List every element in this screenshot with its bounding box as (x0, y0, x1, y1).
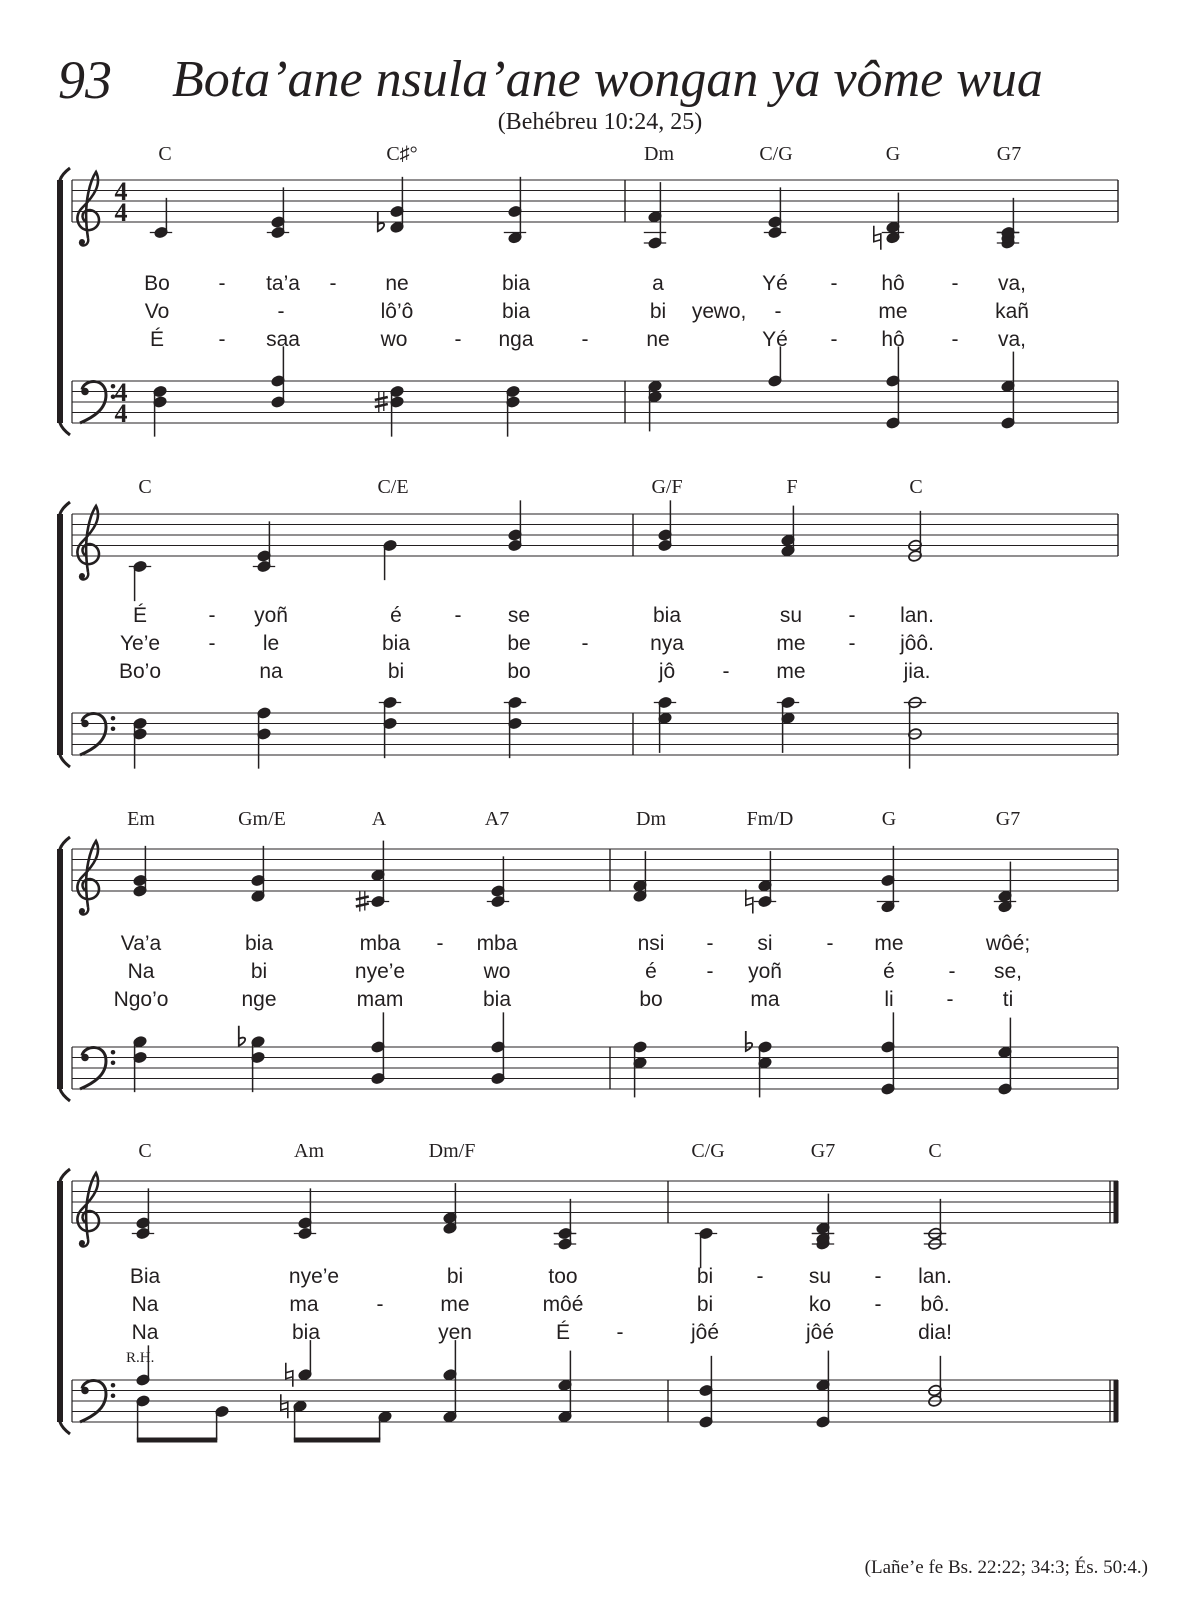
lyric-hyphen: - (208, 604, 216, 627)
lyric-syllable: saa (266, 328, 300, 351)
chord-symbol: A (371, 808, 387, 830)
treble-staff (72, 841, 1118, 914)
chord-symbol: G (885, 143, 901, 165)
note-chord (746, 1031, 773, 1097)
note-chord (504, 696, 526, 758)
lyric-syllable: nya (650, 632, 684, 655)
time-signature-bottom: 4 (114, 198, 128, 227)
note-chord (150, 198, 172, 239)
note-chord (928, 1356, 943, 1408)
note-chord (924, 1199, 946, 1251)
treble-clef-icon (77, 172, 99, 245)
lyric-hyphen: - (848, 632, 856, 655)
lyric-syllable: me (874, 932, 904, 955)
lyric-syllable: jô (658, 660, 676, 683)
lyric-hyphen: - (454, 328, 462, 351)
lyric-syllable: Va’a (120, 932, 162, 955)
music-system (0, 1130, 1200, 1460)
note-chord (886, 346, 901, 429)
note-chord (129, 560, 151, 601)
lyric-syllable: Yé (762, 328, 788, 351)
lyric-syllable: bia (381, 632, 411, 655)
lyric-syllable: bia (482, 988, 512, 1011)
note-chord (356, 841, 389, 912)
lyric-syllable: bi (387, 660, 405, 683)
chord-symbol: Dm (636, 808, 666, 830)
note-chord (554, 1199, 576, 1251)
lyrics-verse-1 (133, 604, 934, 627)
lyric-hyphen: - (218, 272, 226, 295)
lyrics-verse-2 (145, 300, 1029, 323)
note-chord (294, 1188, 316, 1240)
lyric-syllable: too (548, 1265, 578, 1288)
note-chord (506, 385, 521, 437)
note-chord (877, 846, 899, 913)
lyric-syllable: nye’e (354, 960, 406, 983)
chord-symbol: G7 (810, 1140, 836, 1162)
lyric-hyphen: - (218, 328, 226, 351)
lyrics-verse-3 (150, 328, 1026, 351)
lyric-syllable: jôé (690, 1321, 720, 1344)
lyric-hyphen: - (874, 1265, 882, 1288)
lyric-syllable: Ye’e (119, 632, 161, 655)
lyric-syllable: me (776, 660, 806, 683)
lyric-syllable: ne (646, 328, 670, 351)
lyric-syllable: yoñ (748, 960, 782, 983)
note-chord (443, 1183, 458, 1235)
lyric-syllable: é (390, 604, 402, 627)
treble-clef-icon (77, 841, 99, 914)
chord-symbol: Fm/D (746, 808, 794, 830)
flat-sign (239, 1026, 245, 1046)
lyric-syllable: nge (241, 988, 277, 1011)
chord-symbol: C/E (377, 476, 409, 498)
lyric-syllable: kañ (995, 300, 1029, 323)
lyric-syllable: lan. (900, 604, 934, 627)
lyric-syllable: ko (808, 1293, 832, 1316)
lyric-hyphen: - (616, 1321, 624, 1344)
lyric-hyphen: - (581, 632, 589, 655)
chord-symbol: F (786, 476, 798, 498)
lyric-syllable: me (440, 1293, 470, 1316)
lyric-hyphen: - (277, 300, 285, 323)
lyric-syllable: bia (652, 604, 682, 627)
note-chord (699, 1356, 714, 1429)
lyric-syllable: wo (380, 328, 408, 351)
lyric-syllable: dia! (918, 1321, 952, 1344)
lyric-syllable: yoñ (254, 604, 288, 627)
note-chord (764, 187, 786, 239)
note-chord (746, 851, 776, 913)
lyrics-verse-3 (132, 1321, 952, 1344)
note-chord (271, 346, 286, 408)
note-chord (994, 862, 1016, 914)
lyric-syllable: ye (691, 300, 715, 323)
lyric-syllable: yen (438, 1321, 472, 1344)
note-chord (648, 380, 663, 432)
note-chord (267, 187, 289, 239)
chord-symbol: G/F (651, 476, 683, 498)
flat-sign (746, 1031, 752, 1051)
note-chord (695, 1227, 717, 1268)
note-chord (153, 385, 168, 437)
note-chord (816, 1351, 831, 1429)
lyric-hyphen: - (706, 960, 714, 983)
lyric-syllable: su (808, 1265, 832, 1288)
note-chord (768, 346, 783, 387)
note-chord (1001, 352, 1016, 430)
lyric-syllable: na (259, 660, 283, 683)
lyric-syllable: va, (997, 272, 1027, 295)
note-chord (371, 1012, 386, 1085)
lyric-syllable: wo, (713, 300, 747, 323)
note-chord (251, 846, 266, 903)
lyric-syllable: bi (696, 1293, 714, 1316)
note-chord (997, 198, 1019, 250)
lyric-syllable: mam (356, 988, 404, 1011)
note-chord (253, 521, 275, 573)
lyric-hyphen: - (946, 988, 954, 1011)
lyric-syllable: ma (289, 1293, 319, 1316)
lyric-syllable: Bia (129, 1265, 161, 1288)
lyric-syllable: é (645, 960, 657, 983)
natural-sign (746, 890, 753, 914)
lyric-syllable: Na (131, 1321, 159, 1344)
scripture-footnote: (Lañe’e fe Bs. 22:22; 34:3; És. 50:4.) (864, 1557, 1148, 1578)
note-chord (644, 182, 666, 249)
lyric-hyphen: - (208, 632, 216, 655)
lyric-syllable: É (149, 328, 165, 351)
lyric-syllable: É (132, 604, 148, 627)
note-chord (504, 177, 526, 244)
note-chord (881, 1012, 896, 1095)
time-signature (115, 177, 128, 227)
lyric-hyphen: - (848, 604, 856, 627)
lyrics-verse-1 (121, 932, 1030, 955)
chord-symbol: G (881, 808, 897, 830)
lyric-hyphen: - (951, 272, 959, 295)
lyrics-verse-2 (120, 632, 934, 655)
treble-staff (72, 177, 1118, 250)
lyric-hyphen: - (756, 1265, 764, 1288)
note-chord (658, 500, 673, 552)
treble-clef-icon (77, 506, 99, 579)
lyric-syllable: É (555, 1321, 571, 1344)
lyric-hyphen: - (948, 960, 956, 983)
lyric-hyphen: - (830, 328, 838, 351)
lyric-hyphen: - (951, 328, 959, 351)
note-chord (487, 856, 509, 908)
lyric-syllable: le (262, 632, 280, 655)
lyric-hyphen: - (774, 300, 782, 323)
natural-sign (281, 1394, 288, 1418)
lyrics-verse-3 (114, 988, 1014, 1011)
lyrics-verse-2 (132, 1293, 950, 1316)
lyric-hyphen: - (436, 932, 444, 955)
chord-symbol: Gm/E (238, 808, 286, 830)
lyric-syllable: bi (649, 300, 667, 323)
lyric-syllable: bo (507, 660, 531, 683)
lyric-syllable: bi (446, 1265, 464, 1288)
lyric-syllable: é (883, 960, 895, 983)
chord-symbol: Am (294, 1140, 324, 1162)
note-chord (239, 1026, 266, 1092)
lyric-syllable: me (776, 632, 806, 655)
lyric-syllable: bia (501, 300, 531, 323)
lyric-hyphen: - (376, 1293, 384, 1316)
treble-clef-icon (77, 1173, 99, 1246)
note-chord (908, 511, 923, 563)
lyric-syllable: jôô. (900, 632, 934, 655)
lyric-syllable: hô (881, 328, 905, 351)
chord-symbol: C♯° (386, 143, 418, 165)
lyric-syllable: si (757, 932, 773, 955)
lyric-syllable: jôé (805, 1321, 835, 1344)
lyrics-verse-1 (144, 272, 1026, 295)
lyric-syllable: ne (385, 272, 409, 295)
lyric-syllable: Bo’o (118, 660, 162, 683)
chord-symbol: C/G (691, 1140, 725, 1162)
music-system (0, 140, 1200, 470)
note-chord (375, 385, 405, 437)
lyric-syllable: mba (476, 932, 518, 955)
bass-staff (72, 696, 1118, 769)
lyric-syllable: be (507, 632, 531, 655)
natural-sign (874, 226, 881, 250)
lyric-syllable: Ngo’o (113, 988, 169, 1011)
note-chord (379, 696, 401, 758)
lyric-syllable: lan. (918, 1265, 952, 1288)
chord-symbol: Dm/F (428, 1140, 476, 1162)
time-signature-bottom: 4 (114, 399, 128, 428)
natural-sign (286, 1363, 293, 1387)
lyric-hyphen: - (454, 604, 462, 627)
lyric-hyphen: - (874, 1293, 882, 1316)
note-chord (133, 717, 148, 769)
lyric-syllable: bia (501, 272, 531, 295)
lyric-syllable: lô’ô (380, 300, 414, 323)
bass-staff (72, 346, 1118, 436)
note-chord (133, 1035, 148, 1092)
note-chord (443, 1340, 458, 1423)
scripture-reference: (Behébreu 10:24, 25) (497, 109, 703, 135)
lyric-syllable: Yé (762, 272, 788, 295)
lyrics-verse-3 (119, 660, 930, 683)
lyric-syllable: Vo (144, 300, 170, 323)
lyric-syllable: Bo (144, 272, 170, 295)
chord-symbol: C (138, 1140, 152, 1162)
chord-symbol: A7 (484, 808, 510, 830)
lyric-syllable: bia (291, 1321, 321, 1344)
lyric-syllable: wo (483, 960, 511, 983)
lyric-syllable: mba (359, 932, 401, 955)
hymn-title: Bota’ane nsula’ane wongan ya vôme wua (172, 51, 1043, 108)
bass-staff (72, 1012, 1118, 1097)
lyrics-verse-2 (128, 960, 1022, 983)
hymn-number: 93 (58, 50, 112, 110)
lyric-syllable: se (507, 604, 531, 627)
music-system (0, 800, 1200, 1130)
chord-symbol: C (928, 1140, 942, 1162)
lyric-syllable: va, (997, 328, 1027, 351)
lyric-hyphen: - (706, 932, 714, 955)
treble-staff (72, 1181, 1118, 1268)
chord-symbol: Dm (644, 143, 674, 165)
note-chord (383, 539, 398, 580)
lyric-syllable: se, (993, 960, 1023, 983)
lyric-syllable: ti (1002, 988, 1014, 1011)
time-signature-top: 4 (114, 378, 128, 407)
lyric-syllable: ma (750, 988, 780, 1011)
bass-staff (72, 1340, 1118, 1440)
lyric-syllable: bia (244, 932, 274, 955)
note-chord (491, 1012, 506, 1085)
time-signature-top: 4 (114, 177, 128, 206)
lyric-syllable: bo (639, 988, 663, 1011)
chord-symbol: C (909, 476, 923, 498)
lyric-syllable: li (884, 988, 894, 1011)
lyric-syllable: ta’a (266, 272, 300, 295)
note-chord (133, 846, 148, 898)
note-chord (998, 1018, 1013, 1096)
note-chord (904, 696, 926, 769)
note-chord (378, 177, 405, 234)
chord-symbol: C (138, 476, 152, 498)
flat-sign (378, 211, 384, 231)
lyric-syllable: su (779, 604, 803, 627)
note-chord (132, 1188, 154, 1240)
chord-symbol: C (158, 143, 172, 165)
lyric-syllable: hô (881, 272, 905, 295)
lyric-syllable: nye’e (288, 1265, 340, 1288)
chord-symbol: Em (127, 808, 155, 830)
chord-symbol: C/G (759, 143, 793, 165)
note-chord (508, 500, 523, 552)
lyric-hyphen: - (722, 660, 730, 683)
lyric-syllable: Na (131, 1293, 159, 1316)
lyric-syllable: bi (696, 1265, 714, 1288)
lyric-syllable: môé (542, 1293, 584, 1316)
lyric-hyphen: - (329, 272, 337, 295)
music-system (0, 470, 1200, 800)
note-chord (633, 851, 648, 903)
lyric-hyphen: - (826, 932, 834, 955)
lyrics-verse-1 (130, 1265, 952, 1288)
lyric-syllable: nga (498, 328, 534, 351)
right-hand-label: R.H. (126, 1350, 155, 1366)
note-chord (257, 707, 272, 769)
note-chord (781, 506, 796, 558)
lyric-syllable: Na (127, 960, 155, 983)
chord-symbol: G7 (996, 143, 1022, 165)
lyric-syllable: jia. (903, 660, 931, 683)
lyric-syllable: me (878, 300, 908, 323)
lyric-syllable: bô. (920, 1293, 950, 1316)
lyric-syllable: nsi (637, 932, 665, 955)
note-chord (558, 1351, 573, 1424)
time-signature (115, 378, 128, 428)
lyric-syllable: wôé; (985, 932, 1031, 955)
chord-symbol: G7 (995, 808, 1021, 830)
lyric-syllable: bi (250, 960, 268, 983)
lyric-hyphen: - (581, 328, 589, 351)
lyric-syllable: a (652, 272, 664, 295)
treble-staff (72, 500, 1118, 601)
lyric-hyphen: - (830, 272, 838, 295)
